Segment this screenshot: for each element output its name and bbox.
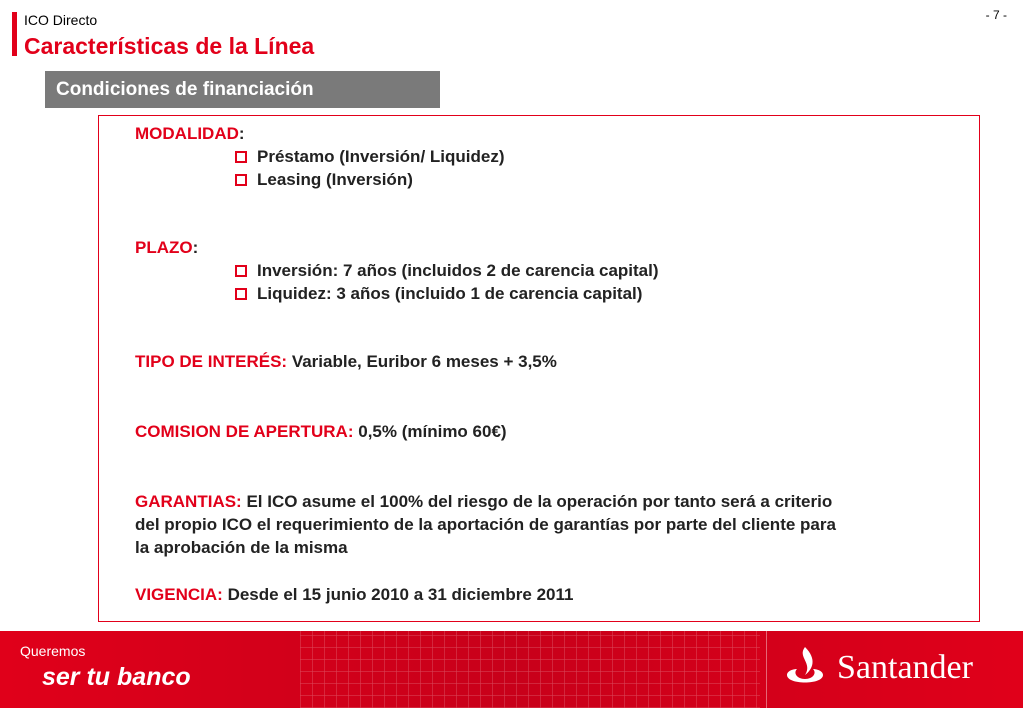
brand-name: Santander — [837, 649, 973, 686]
conditions-box — [98, 115, 980, 622]
plazo-colon: : — [192, 238, 199, 257]
header-accent-bar — [12, 12, 17, 56]
plazo-heading — [135, 236, 949, 259]
modalidad-heading — [135, 122, 949, 145]
header-subtitle: ICO Directo — [24, 12, 98, 28]
comision-row — [135, 420, 949, 443]
list-item — [135, 282, 949, 305]
checkbox-bullet-icon — [235, 174, 247, 186]
footer-pattern — [300, 631, 760, 708]
page-number: - 7 - — [985, 8, 1007, 22]
vigencia-value: Desde el 15 junio 2010 a 31 diciembre 2011 — [227, 585, 574, 604]
modalidad-item: Leasing (Inversión) — [257, 170, 413, 189]
tipo-interes-row — [135, 350, 949, 373]
vigencia-label: VIGENCIA: — [135, 585, 223, 604]
plazo-label: PLAZO — [135, 238, 193, 257]
comision-value: 0,5% (mínimo 60€) — [358, 422, 507, 441]
checkbox-bullet-icon — [235, 288, 247, 300]
footer-tagline-small: Queremos — [20, 643, 86, 659]
modalidad-colon: : — [238, 124, 245, 143]
brand-logo — [766, 631, 1023, 708]
tipo-interes-value: Variable, Euribor 6 meses + 3,5% — [291, 352, 557, 371]
garantias-label: GARANTIAS: — [135, 492, 242, 511]
list-item — [135, 145, 949, 168]
plazo-item: Liquidez: 3 años (incluido 1 de carencia capital) — [257, 284, 643, 303]
modalidad-label: MODALIDAD — [135, 124, 239, 143]
modalidad-item: Préstamo (Inversión/ Liquidez) — [257, 147, 505, 166]
list-item — [135, 168, 949, 191]
footer-tagline-big: ser tu banco — [42, 663, 191, 691]
conditions-content — [135, 122, 949, 606]
page-title: Características de la Línea — [24, 33, 315, 59]
section-header: Condiciones de financiación — [45, 71, 440, 108]
footer-banner — [0, 631, 1023, 708]
garantias-text-line2: del propio ICO el requerimiento de la aportación de garantías por parte del cliente para — [135, 515, 836, 534]
garantias-text-line3: la aprobación de la misma — [135, 538, 348, 557]
checkbox-bullet-icon — [235, 265, 247, 277]
checkbox-bullet-icon — [235, 151, 247, 163]
garantias-row — [135, 490, 949, 513]
tipo-interes-label: TIPO DE INTERÉS: — [135, 352, 288, 371]
list-item — [135, 259, 949, 282]
comision-label: COMISION DE APERTURA: — [135, 422, 354, 441]
vigencia-row — [135, 583, 949, 606]
plazo-item: Inversión: 7 años (incluidos 2 de carencia capital) — [257, 261, 659, 280]
garantias-text-line1: El ICO asume el 100% del riesgo de la operación por tanto será a criterio — [246, 492, 833, 511]
santander-flame-icon — [783, 645, 827, 691]
